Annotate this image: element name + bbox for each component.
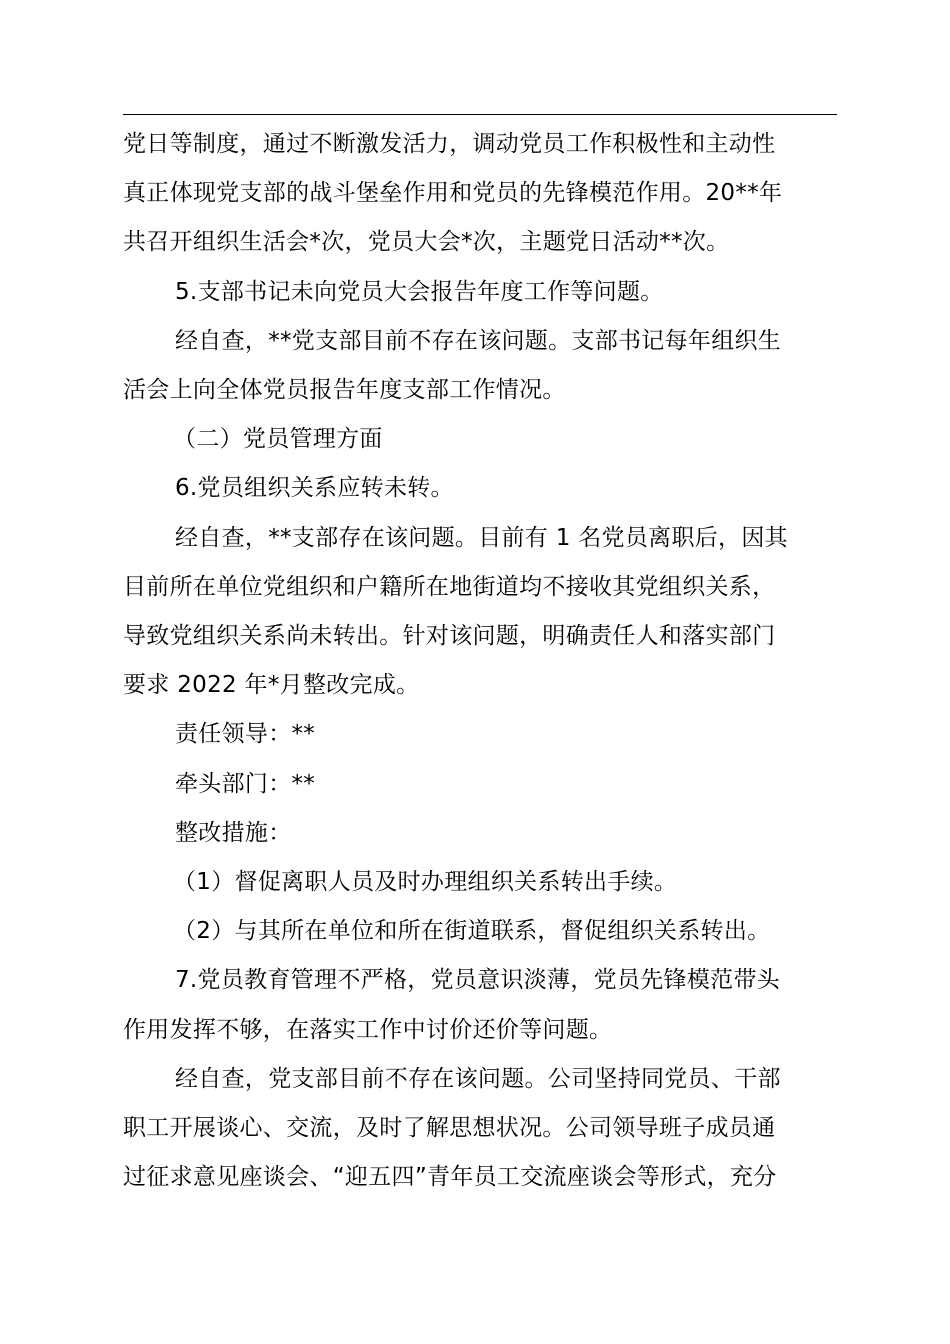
section-heading: 6.党员组织关系应转未转。 <box>175 475 454 502</box>
list-item: （2）与其所在单位和所在街道联系，督促组织关系转出。 <box>173 918 771 945</box>
text-line: 要求 2022 年*月整改完成。 <box>123 672 420 699</box>
text-line: 过征求意见座谈会、“迎五四”青年员工交流座谈会等形式，充分 <box>123 1164 777 1191</box>
text-line: 经自查，**党支部目前不存在该问题。支部书记每年组织生 <box>175 327 782 354</box>
text-line: 牵头部门：** <box>175 770 316 797</box>
section-heading: （二）党员管理方面 <box>173 426 383 453</box>
text-line: 导致党组织关系尚未转出。针对该问题，明确责任人和落实部门 <box>123 623 776 650</box>
text-line: 整改措施： <box>175 819 292 846</box>
text-line: 真正体现党支部的战斗堡垒作用和党员的先锋模范作用。20**年 <box>123 180 783 207</box>
text-line: 职工开展谈心、交流，及时了解思想状况。公司领导班子成员通 <box>123 1115 776 1142</box>
text-line: 目前所在单位党组织和户籍所在地街道均不接收其党组织关系， <box>123 573 776 600</box>
text-line: 党日等制度，通过不断激发活力，调动党员工作积极性和主动性 <box>123 131 776 157</box>
section-heading: 7.党员教育管理不严格，党员意识淡薄，党员先锋模范带头 <box>175 967 781 994</box>
document-body <box>123 120 837 1202</box>
list-item: （1）督促离职人员及时办理组织关系转出手续。 <box>173 869 678 896</box>
text-line: 活会上向全体党员报告年度支部工作情况。 <box>123 377 566 404</box>
header-rule <box>123 114 837 115</box>
text-line: 经自查，党支部目前不存在该问题。公司坚持同党员、干部 <box>175 1065 781 1092</box>
section-heading: 5.支部书记未向党员大会报告年度工作等问题。 <box>175 278 664 305</box>
text-line: 经自查，**支部存在该问题。目前有 1 名党员离职后，因其 <box>175 524 788 551</box>
text-line: 作用发挥不够，在落实工作中讨价还价等问题。 <box>123 1016 613 1043</box>
text-line: 共召开组织生活会*次，党员大会*次，主题党日活动**次。 <box>123 229 730 256</box>
text-line: 责任领导：** <box>175 721 316 748</box>
